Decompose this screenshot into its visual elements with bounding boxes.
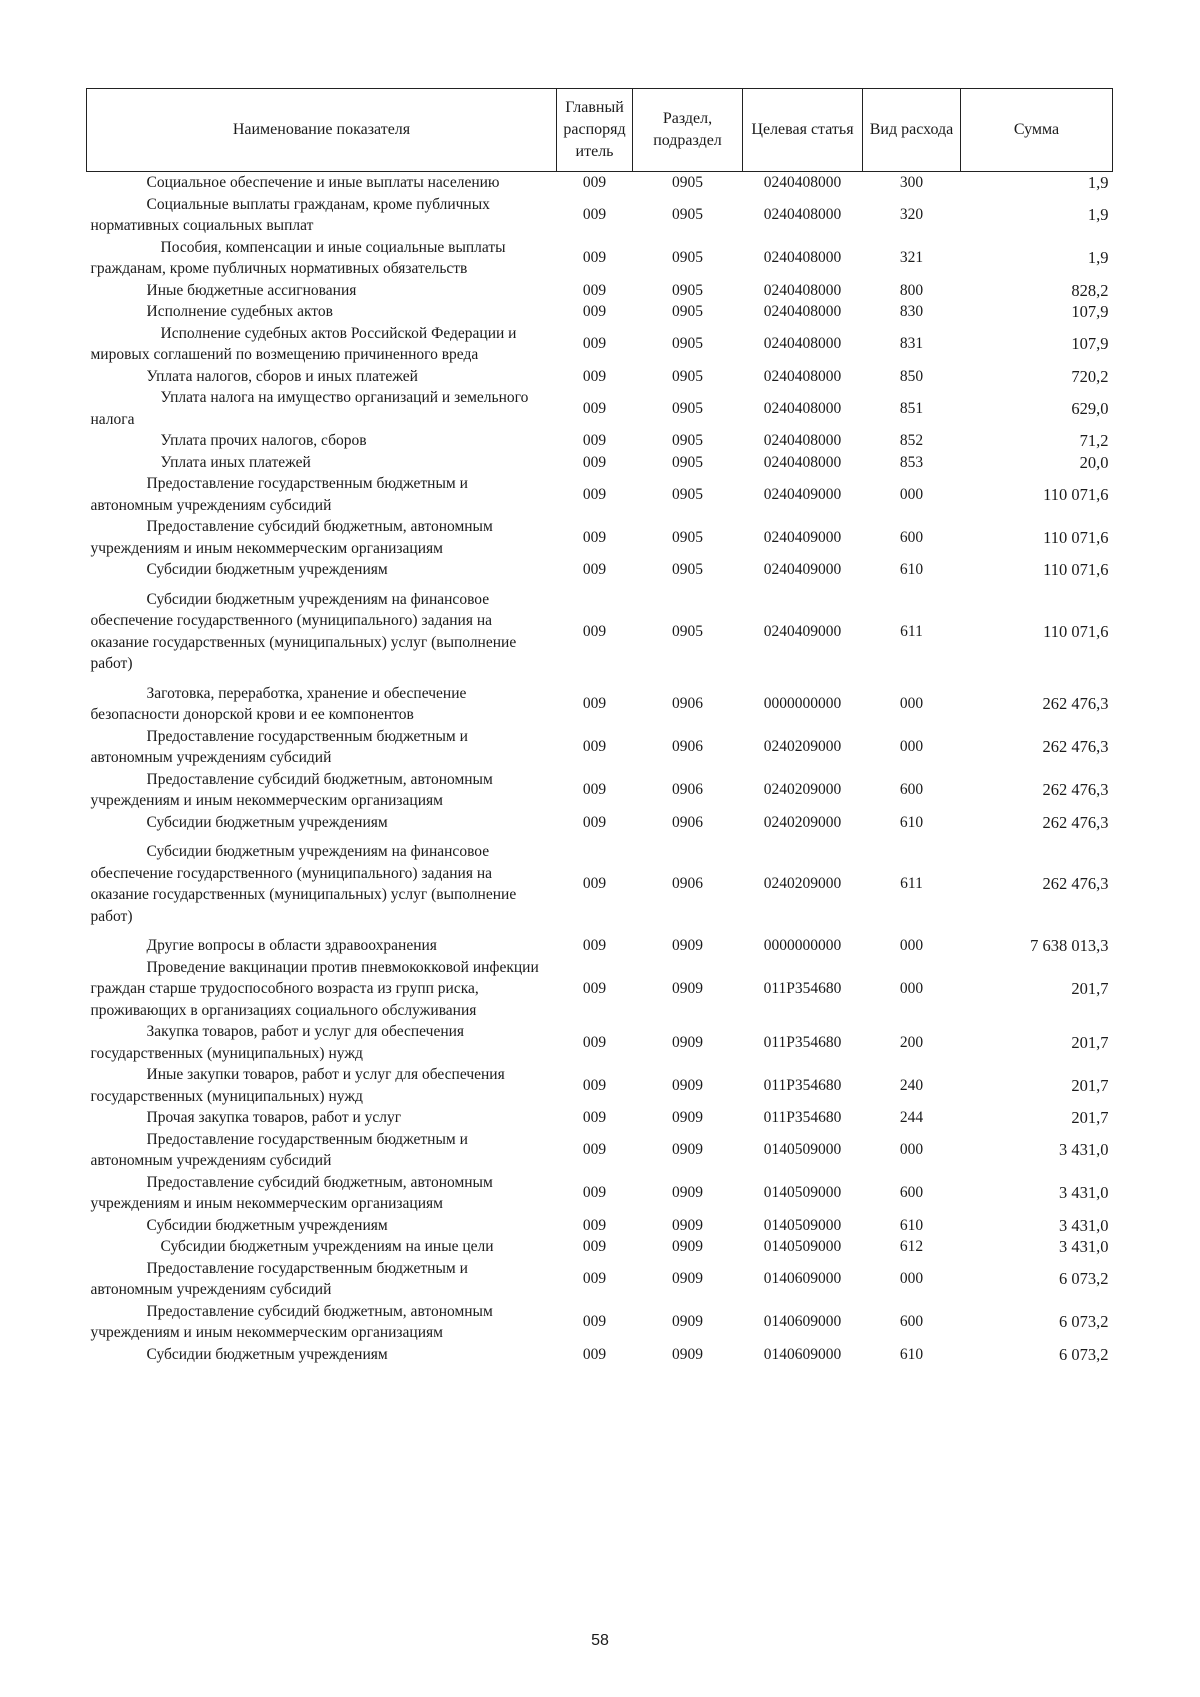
row-name-cell: Социальные выплаты гражданам, кроме публичных нормативных социальных выплат: [90, 195, 490, 234]
row-sum-cell: 1,9: [1087, 173, 1109, 192]
row-name-cell: Исполнение судебных актов Российской Федерации и мировых соглашений по возмещению причиненного вреда: [90, 324, 517, 363]
row-sum-cell: 3 431,0: [1059, 1183, 1109, 1203]
row-target-article-cell: 0240408000: [763, 206, 842, 224]
row-target-article-cell: 0240408000: [763, 335, 842, 353]
table-row: [87, 1344, 1113, 1366]
row-expense-type-cell: 831: [899, 335, 924, 353]
row-sum-cell: 828,2: [1071, 280, 1109, 300]
row-name-cell: Уплата иных платежей: [160, 453, 311, 471]
row-target-article-cell: 011P354680: [763, 980, 842, 997]
row-target-article-cell: 0240209000: [763, 813, 842, 831]
row-razdel-cell: 0909: [672, 1270, 703, 1288]
row-name-cell: Субсидии бюджетным учреждениям: [146, 561, 388, 578]
header-name: Наименование показателя: [87, 89, 557, 172]
row-target-article-cell: 0000000000: [763, 937, 842, 954]
row-expense-type-cell: 600: [899, 1313, 924, 1331]
row-sum-cell: 1,9: [1087, 205, 1109, 225]
row-expense-type-cell: 600: [899, 528, 924, 546]
table-row: [87, 1301, 1113, 1344]
row-expense-type-cell: 600: [899, 1184, 924, 1202]
row-target-article-cell: 0240409000: [763, 561, 842, 578]
row-expense-type-cell: 300: [899, 174, 924, 191]
row-razdel-cell: 0905: [672, 399, 703, 417]
row-grbs-cell: 009: [582, 453, 607, 471]
row-sum-cell: 3 431,0: [1059, 1215, 1109, 1235]
row-name-cell: Субсидии бюджетным учреждениям на финансовое обеспечение государственного (муниципального) задания на оказание государственных (муниципальных) услуг (выполнение работ): [90, 843, 517, 925]
row-name-cell: Социальное обеспечение и иные выплаты населению: [146, 174, 500, 191]
row-grbs-cell: 009: [582, 1216, 607, 1234]
row-sum-cell: 110 071,6: [1043, 484, 1109, 504]
row-grbs-cell: 009: [582, 367, 607, 385]
budget-table: [86, 88, 1113, 1365]
row-name-cell: Прочая закупка товаров, работ и услуг: [146, 1109, 402, 1126]
table-row: [87, 769, 1113, 812]
row-expense-type-cell: 000: [899, 738, 924, 756]
row-name-cell: Субсидии бюджетным учреждениям на иные цели: [160, 1238, 494, 1255]
row-grbs-cell: 009: [582, 1270, 607, 1288]
row-name-cell: Субсидии бюджетным учреждениям: [146, 1345, 388, 1363]
row-target-article-cell: 011P354680: [763, 1076, 842, 1094]
table-row: [87, 683, 1113, 726]
row-target-article-cell: 0240408000: [763, 281, 842, 299]
table-row: [87, 366, 1113, 388]
row-razdel-cell: 0905: [672, 303, 703, 320]
row-razdel-cell: 0905: [672, 528, 703, 546]
row-sum-cell: 3 431,0: [1059, 1140, 1109, 1160]
header-expense-type: Вид расхода: [863, 89, 961, 172]
table-row: [87, 280, 1113, 302]
row-target-article-cell: 011P354680: [763, 1109, 842, 1126]
row-sum-cell: 201,7: [1071, 1108, 1109, 1127]
row-sum-cell: 262 476,3: [1042, 737, 1109, 757]
table-row: [87, 812, 1113, 834]
row-expense-type-cell: 600: [899, 781, 924, 799]
row-grbs-cell: 009: [582, 281, 607, 299]
table-row: [87, 323, 1113, 366]
row-razdel-cell: 0909: [672, 1238, 703, 1255]
row-grbs-cell: 009: [582, 528, 607, 546]
row-grbs-cell: 009: [582, 1345, 607, 1363]
row-name-cell: Уплата налогов, сборов и иных платежей: [146, 367, 418, 385]
table-row: [87, 935, 1113, 957]
row-name-cell: Субсидии бюджетным учреждениям на финансовое обеспечение государственного (муниципального) задания на оказание государственных (муниципальных) услуг (выполнение работ): [90, 590, 517, 672]
table-row: [87, 387, 1113, 430]
row-expense-type-cell: 000: [899, 937, 924, 954]
row-sum-cell: 201,7: [1071, 1032, 1109, 1052]
row-name-cell: Предоставление субсидий бюджетным, автономным учреждениям и иным некоммерческим организациям: [90, 770, 493, 809]
row-name-cell: Предоставление государственным бюджетным и автономным учреждениям субсидий: [90, 475, 468, 514]
row-razdel-cell: 0905: [672, 622, 703, 640]
row-razdel-cell: 0905: [672, 561, 703, 578]
row-razdel-cell: 0909: [672, 1184, 703, 1202]
table-row: [87, 1215, 1113, 1237]
row-name-cell: Уплата прочих налогов, сборов: [160, 432, 367, 449]
row-grbs-cell: 009: [582, 485, 607, 503]
row-razdel-cell: 0909: [672, 1076, 703, 1094]
row-name-cell: Исполнение судебных актов: [146, 303, 333, 320]
row-target-article-cell: 011P354680: [763, 1033, 842, 1051]
row-razdel-cell: 0906: [672, 875, 703, 893]
header-grbs: Главный распоряд итель: [557, 89, 633, 172]
row-grbs-cell: 009: [582, 738, 607, 756]
table-row: [87, 957, 1113, 1022]
row-grbs-cell: 009: [582, 695, 607, 713]
row-name-cell: Субсидии бюджетным учреждениям: [146, 813, 388, 831]
row-expense-type-cell: 321: [899, 249, 924, 267]
row-expense-type-cell: 853: [899, 453, 924, 471]
row-expense-type-cell: 610: [899, 813, 924, 831]
table-row: [87, 726, 1113, 769]
row-expense-type-cell: 244: [899, 1109, 924, 1126]
row-grbs-cell: 009: [582, 206, 607, 224]
row-target-article-cell: 0240209000: [763, 738, 842, 756]
row-target-article-cell: 0240408000: [763, 453, 842, 471]
row-target-article-cell: 0240409000: [763, 622, 842, 640]
row-sum-cell: 629,0: [1071, 398, 1109, 418]
table-row: [87, 452, 1113, 474]
row-sum-cell: 6 073,2: [1059, 1344, 1109, 1364]
row-target-article-cell: 0240409000: [763, 485, 842, 503]
row-expense-type-cell: 850: [899, 367, 924, 385]
row-name-cell: Предоставление субсидий бюджетным, автономным учреждениям и иным некоммерческим организациям: [90, 1302, 493, 1341]
row-expense-type-cell: 320: [899, 206, 924, 224]
table-row: [87, 1021, 1113, 1064]
row-target-article-cell: 0240408000: [763, 367, 842, 385]
row-name-cell: Закупка товаров, работ и услуг для обеспечения государственных (муниципальных) нужд: [90, 1023, 465, 1062]
row-razdel-cell: 0909: [672, 1345, 703, 1363]
row-sum-cell: 201,7: [1071, 979, 1109, 998]
row-target-article-cell: 0140509000: [763, 1184, 842, 1202]
row-grbs-cell: 009: [582, 303, 607, 320]
row-grbs-cell: 009: [582, 399, 607, 417]
row-target-article-cell: 0140609000: [763, 1345, 842, 1363]
row-grbs-cell: 009: [582, 1109, 607, 1126]
row-sum-cell: 262 476,3: [1042, 780, 1109, 800]
row-grbs-cell: 009: [582, 937, 607, 954]
row-grbs-cell: 009: [582, 561, 607, 578]
row-target-article-cell: 0240409000: [763, 528, 842, 546]
row-target-article-cell: 0140509000: [763, 1216, 842, 1234]
table-row: [87, 301, 1113, 323]
header-razdel: Раздел, подраздел: [633, 89, 743, 172]
row-razdel-cell: 0905: [672, 335, 703, 353]
row-grbs-cell: 009: [582, 813, 607, 831]
row-grbs-cell: 009: [582, 622, 607, 640]
row-razdel-cell: 0905: [672, 206, 703, 224]
row-razdel-cell: 0905: [672, 174, 703, 191]
row-name-cell: Иные бюджетные ассигнования: [146, 281, 357, 299]
row-expense-type-cell: 830: [899, 303, 924, 320]
row-expense-type-cell: 851: [899, 399, 924, 417]
row-grbs-cell: 009: [582, 249, 607, 267]
row-razdel-cell: 0909: [672, 1313, 703, 1331]
row-name-cell: Пособия, компенсации и иные социальные выплаты гражданам, кроме публичных нормативных обязательств: [90, 238, 506, 277]
row-sum-cell: 110 071,6: [1043, 621, 1109, 641]
row-razdel-cell: 0906: [672, 695, 703, 713]
row-expense-type-cell: 200: [899, 1033, 924, 1051]
row-target-article-cell: 0140509000: [763, 1141, 842, 1159]
row-expense-type-cell: 610: [899, 1216, 924, 1234]
row-target-article-cell: 0240408000: [763, 249, 842, 267]
row-sum-cell: 3 431,0: [1059, 1237, 1109, 1256]
row-razdel-cell: 0906: [672, 781, 703, 799]
row-expense-type-cell: 800: [899, 281, 924, 299]
row-razdel-cell: 0909: [672, 1109, 703, 1126]
row-name-cell: Субсидии бюджетным учреждениям: [146, 1216, 388, 1234]
row-expense-type-cell: 000: [899, 695, 924, 713]
row-razdel-cell: 0906: [672, 738, 703, 756]
row-expense-type-cell: 240: [899, 1076, 924, 1094]
row-expense-type-cell: 000: [899, 485, 924, 503]
row-grbs-cell: 009: [582, 174, 607, 191]
row-sum-cell: 6 073,2: [1059, 1269, 1109, 1289]
row-target-article-cell: 0140609000: [763, 1270, 842, 1288]
row-sum-cell: 262 476,3: [1042, 694, 1109, 714]
row-name-cell: Предоставление государственным бюджетным и автономным учреждениям субсидий: [90, 1130, 468, 1169]
table-row: [87, 581, 1113, 683]
table-row: [87, 473, 1113, 516]
row-target-article-cell: 0240408000: [763, 399, 842, 417]
row-sum-cell: 20,0: [1079, 452, 1109, 472]
row-grbs-cell: 009: [582, 781, 607, 799]
row-razdel-cell: 0906: [672, 813, 703, 831]
row-grbs-cell: 009: [582, 1141, 607, 1159]
row-target-article-cell: 0240209000: [763, 875, 842, 893]
row-grbs-cell: 009: [582, 1076, 607, 1094]
row-name-cell: Предоставление субсидий бюджетным, автономным учреждениям и иным некоммерческим организациям: [90, 518, 493, 557]
row-expense-type-cell: 000: [899, 980, 924, 997]
table-row: [87, 1107, 1113, 1129]
row-sum-cell: 262 476,3: [1042, 812, 1109, 832]
row-expense-type-cell: 610: [899, 1345, 924, 1363]
row-name-cell: Заготовка, переработка, хранение и обеспечение безопасности донорской крови и ее компонентов: [90, 684, 467, 723]
table-row: [87, 1236, 1113, 1258]
row-target-article-cell: 0140509000: [763, 1238, 842, 1255]
row-name-cell: Предоставление государственным бюджетным и автономным учреждениям субсидий: [90, 1259, 468, 1298]
row-grbs-cell: 009: [582, 1033, 607, 1051]
table-row: [87, 1064, 1113, 1107]
row-grbs-cell: 009: [582, 1184, 607, 1202]
row-grbs-cell: 009: [582, 1238, 607, 1255]
row-target-article-cell: 0240408000: [763, 174, 842, 191]
table-row: [87, 559, 1113, 581]
row-sum-cell: 71,2: [1079, 431, 1109, 450]
row-name-cell: Иные закупки товаров, работ и услуг для обеспечения государственных (муниципальных) нужд: [90, 1066, 505, 1105]
row-sum-cell: 110 071,6: [1043, 560, 1109, 579]
row-name-cell: Предоставление государственным бюджетным и автономным учреждениям субсидий: [90, 727, 468, 766]
row-sum-cell: 107,9: [1071, 334, 1109, 354]
row-razdel-cell: 0909: [672, 1216, 703, 1234]
table-row: [87, 194, 1113, 237]
document-page: [86, 88, 1112, 1365]
table-row: [87, 833, 1113, 935]
row-sum-cell: 6 073,2: [1059, 1312, 1109, 1332]
row-expense-type-cell: 612: [899, 1238, 924, 1255]
row-target-article-cell: 0000000000: [763, 695, 842, 713]
row-name-cell: Предоставление субсидий бюджетным, автономным учреждениям и иным некоммерческим организациям: [90, 1173, 493, 1212]
row-razdel-cell: 0905: [672, 367, 703, 385]
row-expense-type-cell: 852: [899, 432, 924, 449]
row-sum-cell: 1,9: [1087, 248, 1109, 268]
row-razdel-cell: 0909: [672, 980, 703, 997]
row-expense-type-cell: 000: [899, 1270, 924, 1288]
row-target-article-cell: 0140609000: [763, 1313, 842, 1331]
table-row: [87, 172, 1113, 194]
row-razdel-cell: 0909: [672, 1033, 703, 1051]
row-target-article-cell: 0240408000: [763, 432, 842, 449]
row-sum-cell: 262 476,3: [1042, 874, 1109, 894]
row-sum-cell: 7 638 013,3: [1030, 936, 1109, 955]
row-grbs-cell: 009: [582, 432, 607, 449]
table-row: [87, 237, 1113, 280]
row-sum-cell: 110 071,6: [1043, 527, 1109, 547]
row-target-article-cell: 0240209000: [763, 781, 842, 799]
row-sum-cell: 201,7: [1071, 1075, 1109, 1095]
row-razdel-cell: 0905: [672, 485, 703, 503]
row-expense-type-cell: 000: [899, 1141, 924, 1159]
table-row: [87, 430, 1113, 452]
table-header: [87, 89, 1113, 172]
table-row: [87, 1172, 1113, 1215]
row-grbs-cell: 009: [582, 980, 607, 997]
header-target-article: Целевая статья: [743, 89, 863, 172]
row-razdel-cell: 0909: [672, 937, 703, 954]
row-razdel-cell: 0909: [672, 1141, 703, 1159]
table-row: [87, 1129, 1113, 1172]
row-name-cell: Уплата налога на имущество организаций и земельного налога: [90, 389, 529, 428]
row-grbs-cell: 009: [582, 335, 607, 353]
table-row: [87, 516, 1113, 559]
row-expense-type-cell: 611: [900, 875, 923, 893]
table-row: [87, 1258, 1113, 1301]
row-razdel-cell: 0905: [672, 249, 703, 267]
row-sum-cell: 720,2: [1071, 366, 1109, 386]
row-razdel-cell: 0905: [672, 453, 703, 471]
row-name-cell: Проведение вакцинации против пневмококковой инфекции граждан старше трудоспособного возраста из групп риска, проживающих в организациях социального обслуживания: [90, 958, 539, 1019]
table-body: [87, 172, 1113, 1366]
row-grbs-cell: 009: [582, 875, 607, 893]
header-sum: Сумма: [961, 89, 1113, 172]
row-razdel-cell: 0905: [672, 281, 703, 299]
row-target-article-cell: 0240408000: [763, 303, 842, 320]
row-expense-type-cell: 611: [900, 622, 923, 640]
row-razdel-cell: 0905: [672, 432, 703, 449]
page-number: 58: [591, 1632, 609, 1649]
row-name-cell: Другие вопросы в области здравоохранения: [146, 937, 437, 954]
row-expense-type-cell: 610: [899, 561, 924, 578]
row-grbs-cell: 009: [582, 1313, 607, 1331]
row-sum-cell: 107,9: [1071, 302, 1109, 321]
